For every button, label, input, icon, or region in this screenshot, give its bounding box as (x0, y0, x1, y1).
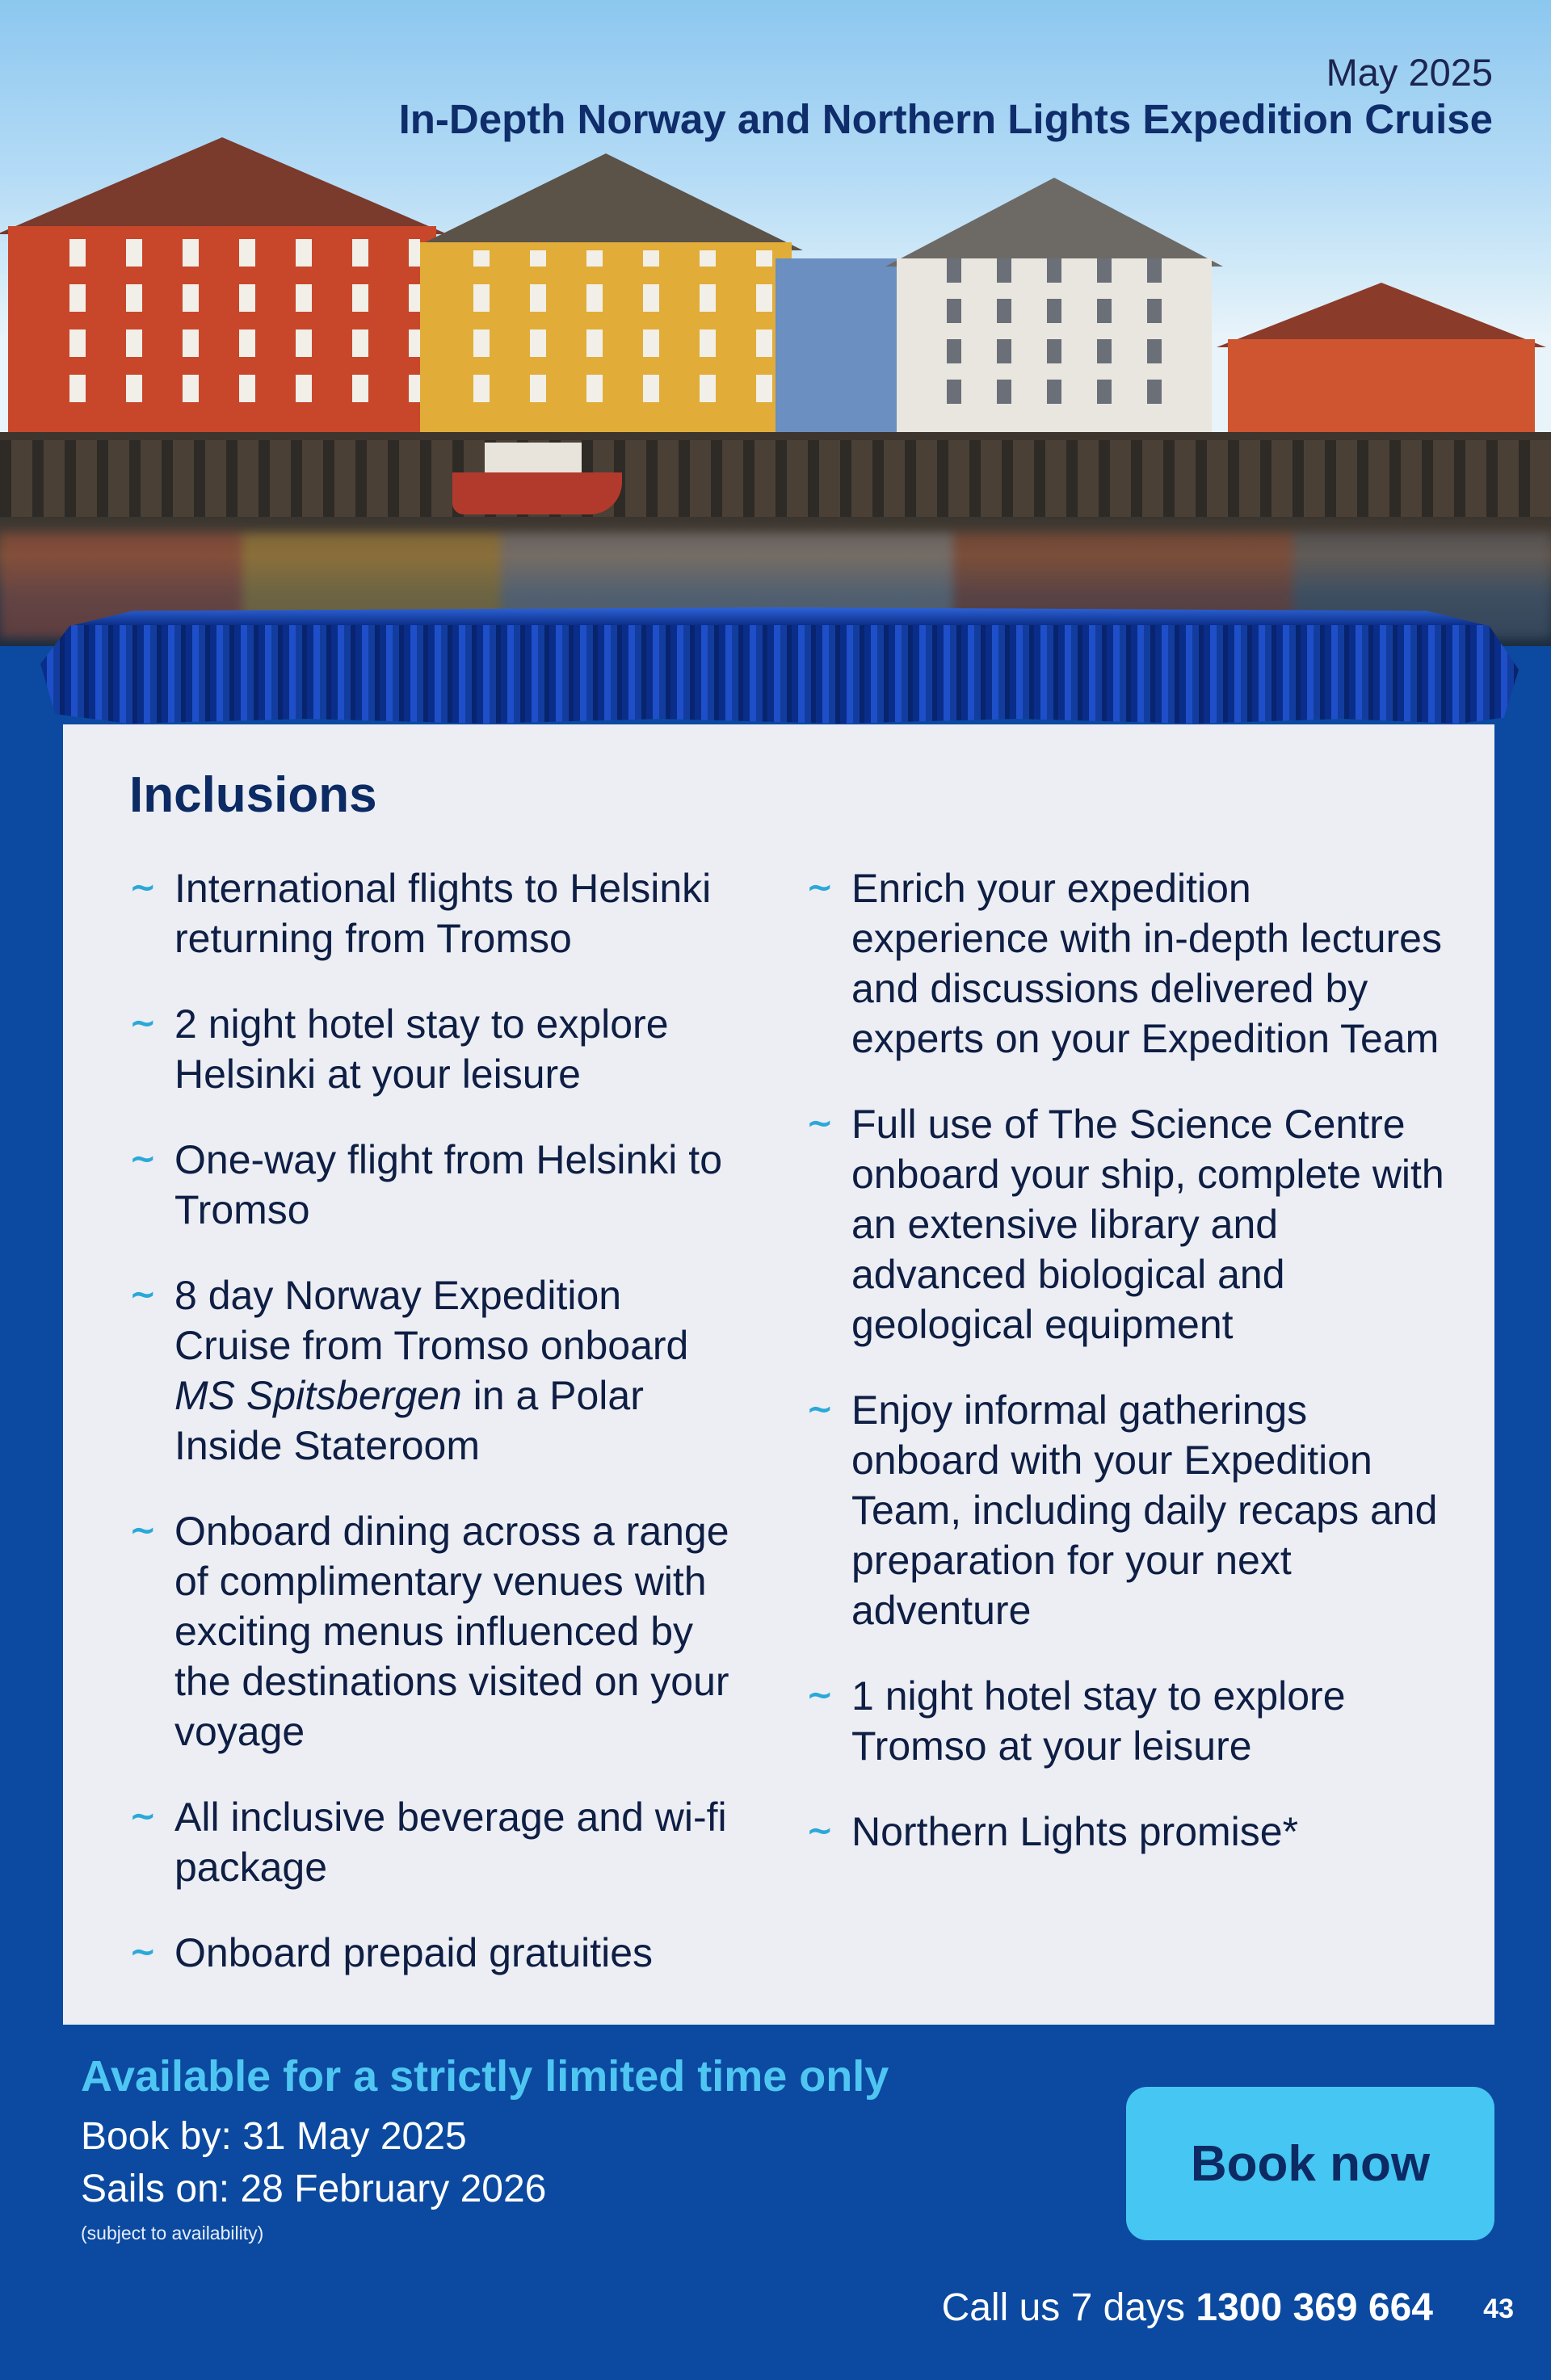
list-item-text: 1 night hotel stay to explore Tromso at your leisure (851, 1673, 1346, 1769)
list-item (129, 1928, 743, 1978)
inclusions-list-left (129, 863, 743, 2013)
book-by-date: Book by: 31 May 2025 (81, 2115, 467, 2158)
list-item (129, 1270, 743, 1471)
tilde-bullet-icon: ~ (806, 1391, 834, 1428)
tilde-bullet-icon: ~ (129, 1512, 157, 1549)
phone-number[interactable]: 1300 369 664 (1196, 2286, 1433, 2329)
list-item-text: 2 night hotel stay to explore Helsinki at your leisure (174, 1001, 669, 1097)
tilde-bullet-icon: ~ (129, 1798, 157, 1835)
inclusions-list-right (806, 863, 1444, 1892)
list-item-text: Onboard prepaid gratuities (174, 1930, 654, 1975)
list-item (806, 1807, 1444, 1857)
list-item-text: One-way flight from Helsinki to Tromso (174, 1137, 723, 1232)
call-prefix: Call us 7 days (941, 2286, 1196, 2329)
list-item-text: Enjoy informal gatherings onboard with your Expedition Team, including daily recaps and preparation for your next adventure (851, 1387, 1438, 1633)
cruise-text-before: 8 day Norway Expedition Cruise from Tromso onboard (174, 1273, 689, 1368)
list-item (129, 1135, 743, 1235)
inclusions-heading: Inclusions (129, 767, 377, 823)
page-number: 43 (1483, 2294, 1514, 2324)
cruise-text-after: in a Polar Inside Stateroom (174, 1373, 644, 1468)
list-item-text-cruise (174, 1270, 743, 1471)
tilde-bullet-icon: ~ (806, 1812, 834, 1849)
tilde-bullet-icon: ~ (806, 1677, 834, 1714)
tilde-bullet-icon: ~ (129, 1276, 157, 1313)
list-item-text: Northern Lights promise* (851, 1809, 1299, 1854)
sails-on-date: Sails on: 28 February 2026 (81, 2168, 547, 2210)
list-item (129, 1792, 743, 1892)
list-item (129, 999, 743, 1099)
offer-title: Available for a strictly limited time only (81, 2052, 889, 2101)
availability-note: (subject to availability) (81, 2223, 264, 2244)
list-item-text: Enrich your expedition experience with in-depth lectures and discussions delivered by experts on your Expedition Team (851, 866, 1442, 1061)
list-item-text: International flights to Helsinki returning from Tromso (174, 866, 712, 961)
tilde-bullet-icon: ~ (129, 1005, 157, 1042)
tilde-bullet-icon: ~ (806, 869, 834, 906)
inclusions-panel (63, 724, 1494, 2025)
tilde-bullet-icon: ~ (129, 1140, 157, 1177)
list-item-text: All inclusive beverage and wi-fi package (174, 1794, 727, 1890)
list-item-text: Full use of The Science Centre onboard your ship, complete with an extensive library and advanced biological and geological equipment (851, 1102, 1444, 1347)
tilde-bullet-icon: ~ (129, 1933, 157, 1971)
list-item (806, 1671, 1444, 1771)
list-item (806, 1099, 1444, 1350)
list-item (806, 863, 1444, 1064)
ship-name: MS Spitsbergen (174, 1373, 462, 1418)
tilde-bullet-icon: ~ (806, 1105, 834, 1142)
list-item (129, 1506, 743, 1757)
book-now-button[interactable]: Book now (1126, 2087, 1494, 2240)
tilde-bullet-icon: ~ (129, 869, 157, 906)
list-item (129, 863, 743, 963)
list-item-text: Onboard dining across a range of complimentary venues with exciting menus influenced by the destinations visited on your voyage (174, 1509, 729, 1754)
list-item (806, 1385, 1444, 1635)
page-title: In-Depth Norway and Northern Lights Expedition Cruise (398, 96, 1493, 142)
call-line (942, 2286, 1433, 2330)
header-date: May 2025 (1326, 51, 1493, 94)
